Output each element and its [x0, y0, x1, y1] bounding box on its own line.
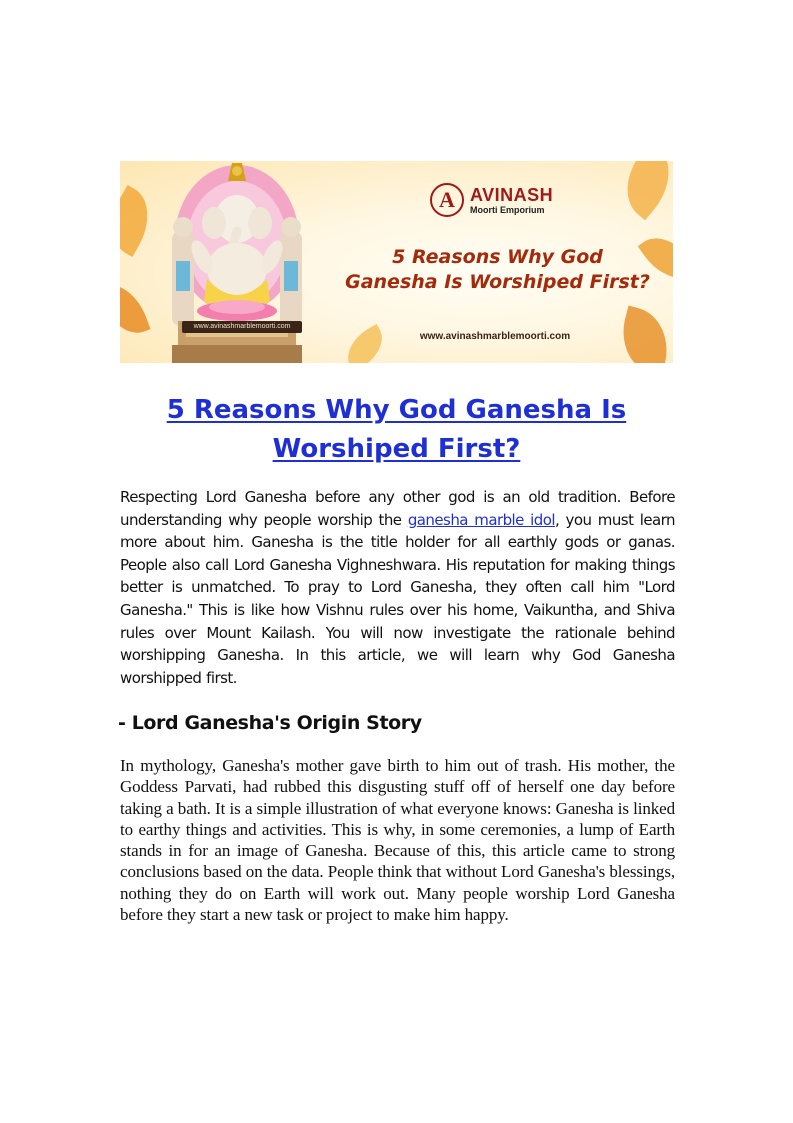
ganesha-marble-idol-link[interactable]: ganesha marble idol	[407, 510, 555, 529]
brand-logo	[430, 183, 553, 217]
brand-name: AVINASH	[470, 184, 554, 205]
intro-paragraph	[120, 486, 675, 689]
section-heading: - Lord Ganesha's Origin Story	[118, 712, 422, 734]
banner-url: www.avinashmarblemoorti.com	[419, 331, 571, 342]
brand-mark: A	[430, 183, 464, 217]
origin-story-paragraph: In mythology, Ganesha's mother gave birth to him out of trash. His mother, the Goddess Parvati, had rubbed this disgusting stuff off of herself one day before taking a bath. It is a simple illustration of what everyone knows: Ganesha is linked to earthy things and activities. This is why, in some ceremonies, a lump of Earth stands in for an image of Ganesha. Because of this, this article came to strong conclusions based on the data. People think that without Lord Ganesha's blessings, nothing they do on Earth will work out. Many people worship Lord Ganesha before they start a new task or project to make him happy.	[120, 756, 675, 925]
banner-title-line-2: Ganesha Is Worshiped First?	[345, 271, 650, 293]
article-title-link[interactable]: 5 Reasons Why God Ganesha Is Worshiped First?	[166, 395, 627, 464]
header-banner-image	[120, 161, 673, 363]
banner-title	[325, 245, 670, 295]
leaf-decoration	[610, 161, 673, 220]
banner-title-line-1: 5 Reasons Why God	[392, 246, 603, 268]
brand-subtitle: Moorti Emporium	[470, 204, 545, 215]
idol-watermark-url: www.avinashmarblemoorti.com	[182, 321, 302, 333]
intro-text-end: , you must learn more about him. Ganesha is the title holder for all earthly gods or ganas. People also call Lord Ganesha Vighneshwara. His reputation for making things better is unmatched. To pray to Lord Ganesha, they often call him "Lord Ganesha." This is like how Vishnu rules over his home, Vaikuntha, and Shiva rules over Mount Kailash. You will now investigate the rationale behind worshipping Ganesha. In this article, we will learn why God Ganesha worshipped first.	[120, 510, 675, 687]
leaf-decoration	[613, 306, 673, 363]
leaf-decoration	[338, 324, 391, 363]
intro-text-start: Respecting Lord Ganesha before any other god is an old tradition. Before understanding why people worship the	[120, 488, 675, 529]
